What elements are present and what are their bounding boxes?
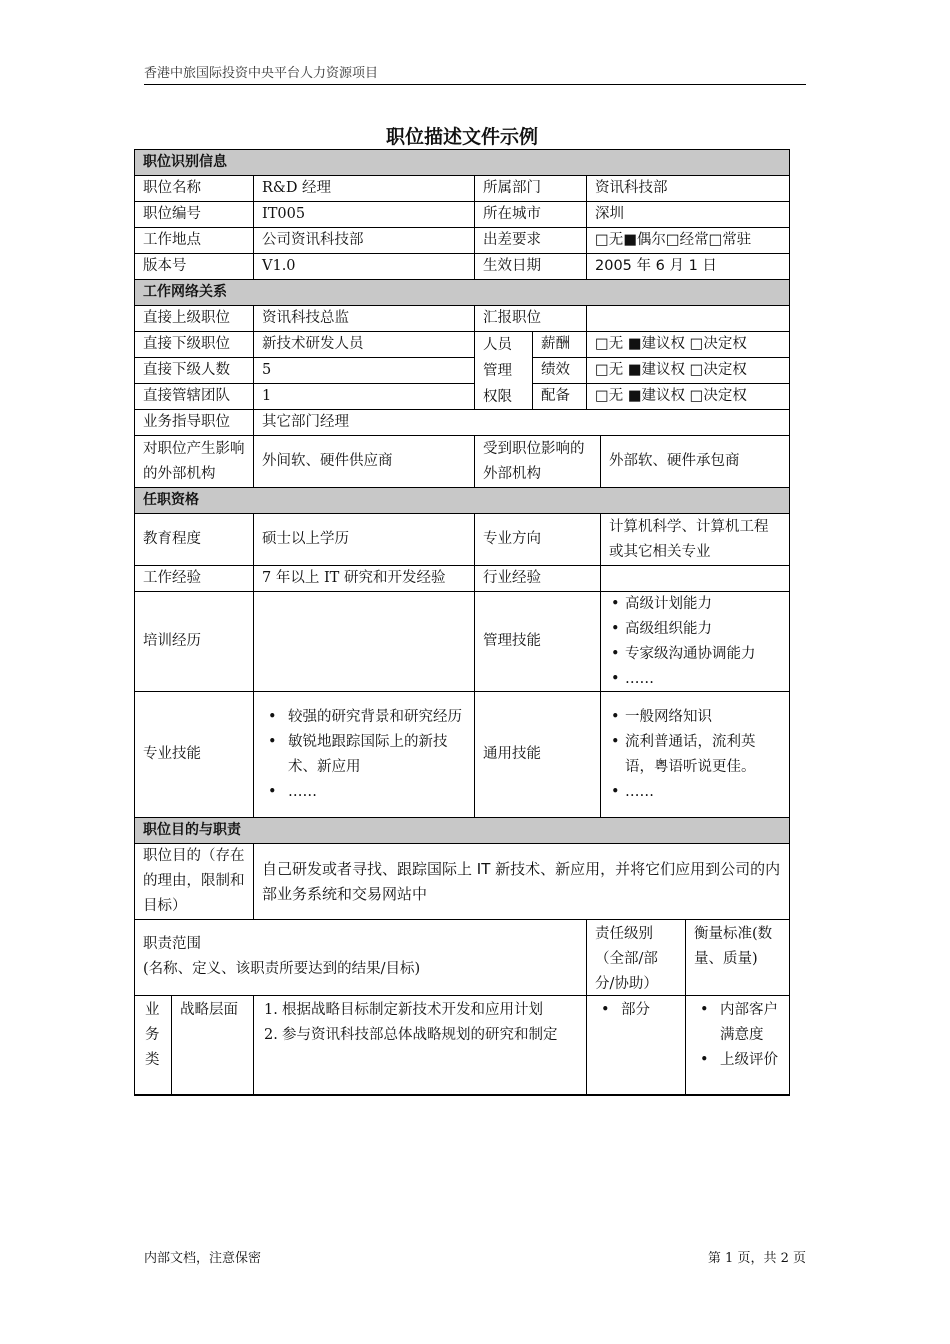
list-item: • 流利普通话，流利英语，粤语听说更佳。 — [625, 730, 781, 780]
footer-confidential: 内部文档，注意保密 — [144, 1251, 262, 1266]
list-item: • 敏锐地跟踪国际上的新技术、新应用 — [288, 730, 466, 780]
dept: 资讯科技部 — [587, 176, 789, 202]
report-label: 汇报职位 — [475, 306, 587, 332]
general-skills-cell — [601, 692, 789, 818]
job-code: IT005 — [254, 202, 475, 228]
subordinate: 新技术研发人员 — [254, 332, 475, 358]
pro-skills-cell — [254, 692, 475, 818]
category: 业务类 — [135, 996, 172, 1095]
city-label: 所在城市 — [475, 202, 587, 228]
auth-label-pay: 薪酬 — [533, 332, 587, 358]
major: 计算机科学、计算机工程或其它相关专业 — [601, 514, 789, 566]
experience-label: 工作经验 — [135, 566, 254, 592]
document-title: 职位描述文件示例 — [385, 126, 538, 148]
job-description-table — [134, 149, 790, 1096]
list-item: • 上级评价 — [720, 1048, 781, 1073]
auth-label-performance: 绩效 — [533, 358, 587, 384]
dept-label: 所属部门 — [475, 176, 587, 202]
mgmt-skills-label: 管理技能 — [475, 592, 601, 692]
list-item: 2. 参与资讯科技部总体战略规划的研究和制定 — [264, 1027, 558, 1043]
version: V1.0 — [254, 254, 475, 280]
effective-date: 2005 年 6 月 1 日 — [587, 254, 789, 280]
auth-value-staffing: □无 ■建议权 □决定权 — [587, 384, 789, 410]
scope-header-cell — [135, 920, 587, 996]
pro-skills-list — [262, 705, 466, 805]
effective-label: 生效日期 — [475, 254, 587, 280]
footer-page-number: 第 1 页，共 2 页 — [707, 1251, 806, 1266]
hr-authority-label: 人员管理权限 — [475, 332, 533, 410]
team-label: 直接管辖团队 — [135, 384, 254, 410]
auth-label-staffing: 配备 — [533, 384, 587, 410]
level-label: 责任级别（全部/部分/协助） — [587, 920, 686, 996]
superior: 资讯科技总监 — [254, 306, 475, 332]
auth-value-pay: □无 ■建议权 □决定权 — [587, 332, 789, 358]
team: 1 — [254, 384, 475, 410]
job-name: R&D 经理 — [254, 176, 475, 202]
superior-label: 直接上级职位 — [135, 306, 254, 332]
list-item: • 内部客户满意度 — [720, 998, 781, 1048]
guidance-label: 业务指导职位 — [135, 410, 254, 436]
section-identity: 职位识别信息 — [135, 150, 789, 176]
sub-category: 战略层面 — [172, 996, 254, 1095]
general-skills-list — [609, 705, 781, 805]
job-code-label: 职位编号 — [135, 202, 254, 228]
section-qualification: 任职资格 — [135, 488, 789, 514]
industry — [601, 566, 789, 592]
general-skills-label: 通用技能 — [475, 692, 601, 818]
training — [254, 592, 475, 692]
list-item: • …… — [625, 780, 781, 805]
subordinate-label: 直接下级职位 — [135, 332, 254, 358]
mgmt-skills-cell — [601, 592, 789, 692]
city: 深圳 — [587, 202, 789, 228]
measures-list — [694, 998, 781, 1073]
levels-list — [595, 998, 650, 1023]
purpose-label: 职位目的（存在的理由，限制和目标） — [135, 844, 254, 920]
purpose-text: 自己研发或者寻找、跟踪国际上 IT 新技术、新应用，并将它们应用到公司的内部业务系统和交易网站中 — [254, 844, 789, 920]
levels-cell — [587, 996, 686, 1095]
travel-label: 出差要求 — [475, 228, 587, 254]
auth-value-performance: □无 ■建议权 □决定权 — [587, 358, 789, 384]
affected-label: 受到职位影响的外部机构 — [475, 436, 601, 488]
list-item: • 部分 — [621, 998, 650, 1023]
list-item: • …… — [625, 667, 756, 692]
affects-label: 对职位产生影响的外部机构 — [135, 436, 254, 488]
duties-cell — [254, 996, 587, 1095]
section-network: 工作网络关系 — [135, 280, 789, 306]
measures-cell — [686, 996, 789, 1095]
affected: 外部软、硬件承包商 — [601, 436, 789, 488]
page-header: 香港中旅国际投资中央平台人力资源项目 — [144, 62, 806, 85]
section-purpose: 职位目的与职责 — [135, 818, 789, 844]
job-name-label: 职位名称 — [135, 176, 254, 202]
report — [587, 306, 789, 332]
scope-sub: (名称、定义、该职责所要达到的结果/目标) — [143, 961, 421, 977]
list-item: • …… — [288, 780, 466, 805]
list-item: • 高级组织能力 — [625, 617, 756, 642]
list-item: • 较强的研究背景和研究经历 — [288, 705, 466, 730]
affects: 外间软、硬件供应商 — [254, 436, 475, 488]
travel: □无■偶尔□经常□常驻 — [587, 228, 789, 254]
list-item: • 高级计划能力 — [625, 592, 756, 617]
guidance: 其它部门经理 — [254, 410, 789, 436]
sub-count: 5 — [254, 358, 475, 384]
education: 硕士以上学历 — [254, 514, 475, 566]
location-label: 工作地点 — [135, 228, 254, 254]
sub-count-label: 直接下级人数 — [135, 358, 254, 384]
list-item: 1. 根据战略目标制定新技术开发和应用计划 — [264, 1002, 543, 1018]
mgmt-skills-list — [609, 592, 756, 692]
major-label: 专业方向 — [475, 514, 601, 566]
experience: 7 年以上 IT 研究和开发经验 — [254, 566, 475, 592]
duties-list — [264, 998, 558, 1048]
list-item: • 专家级沟通协调能力 — [625, 642, 756, 667]
training-label: 培训经历 — [135, 592, 254, 692]
location: 公司资讯科技部 — [254, 228, 475, 254]
education-label: 教育程度 — [135, 514, 254, 566]
industry-label: 行业经验 — [475, 566, 601, 592]
scope-label: 职责范围 — [143, 936, 201, 952]
measure-label: 衡量标准(数量、质量) — [686, 920, 789, 996]
pro-skills-label: 专业技能 — [135, 692, 254, 818]
list-item: • 一般网络知识 — [625, 705, 781, 730]
version-label: 版本号 — [135, 254, 254, 280]
